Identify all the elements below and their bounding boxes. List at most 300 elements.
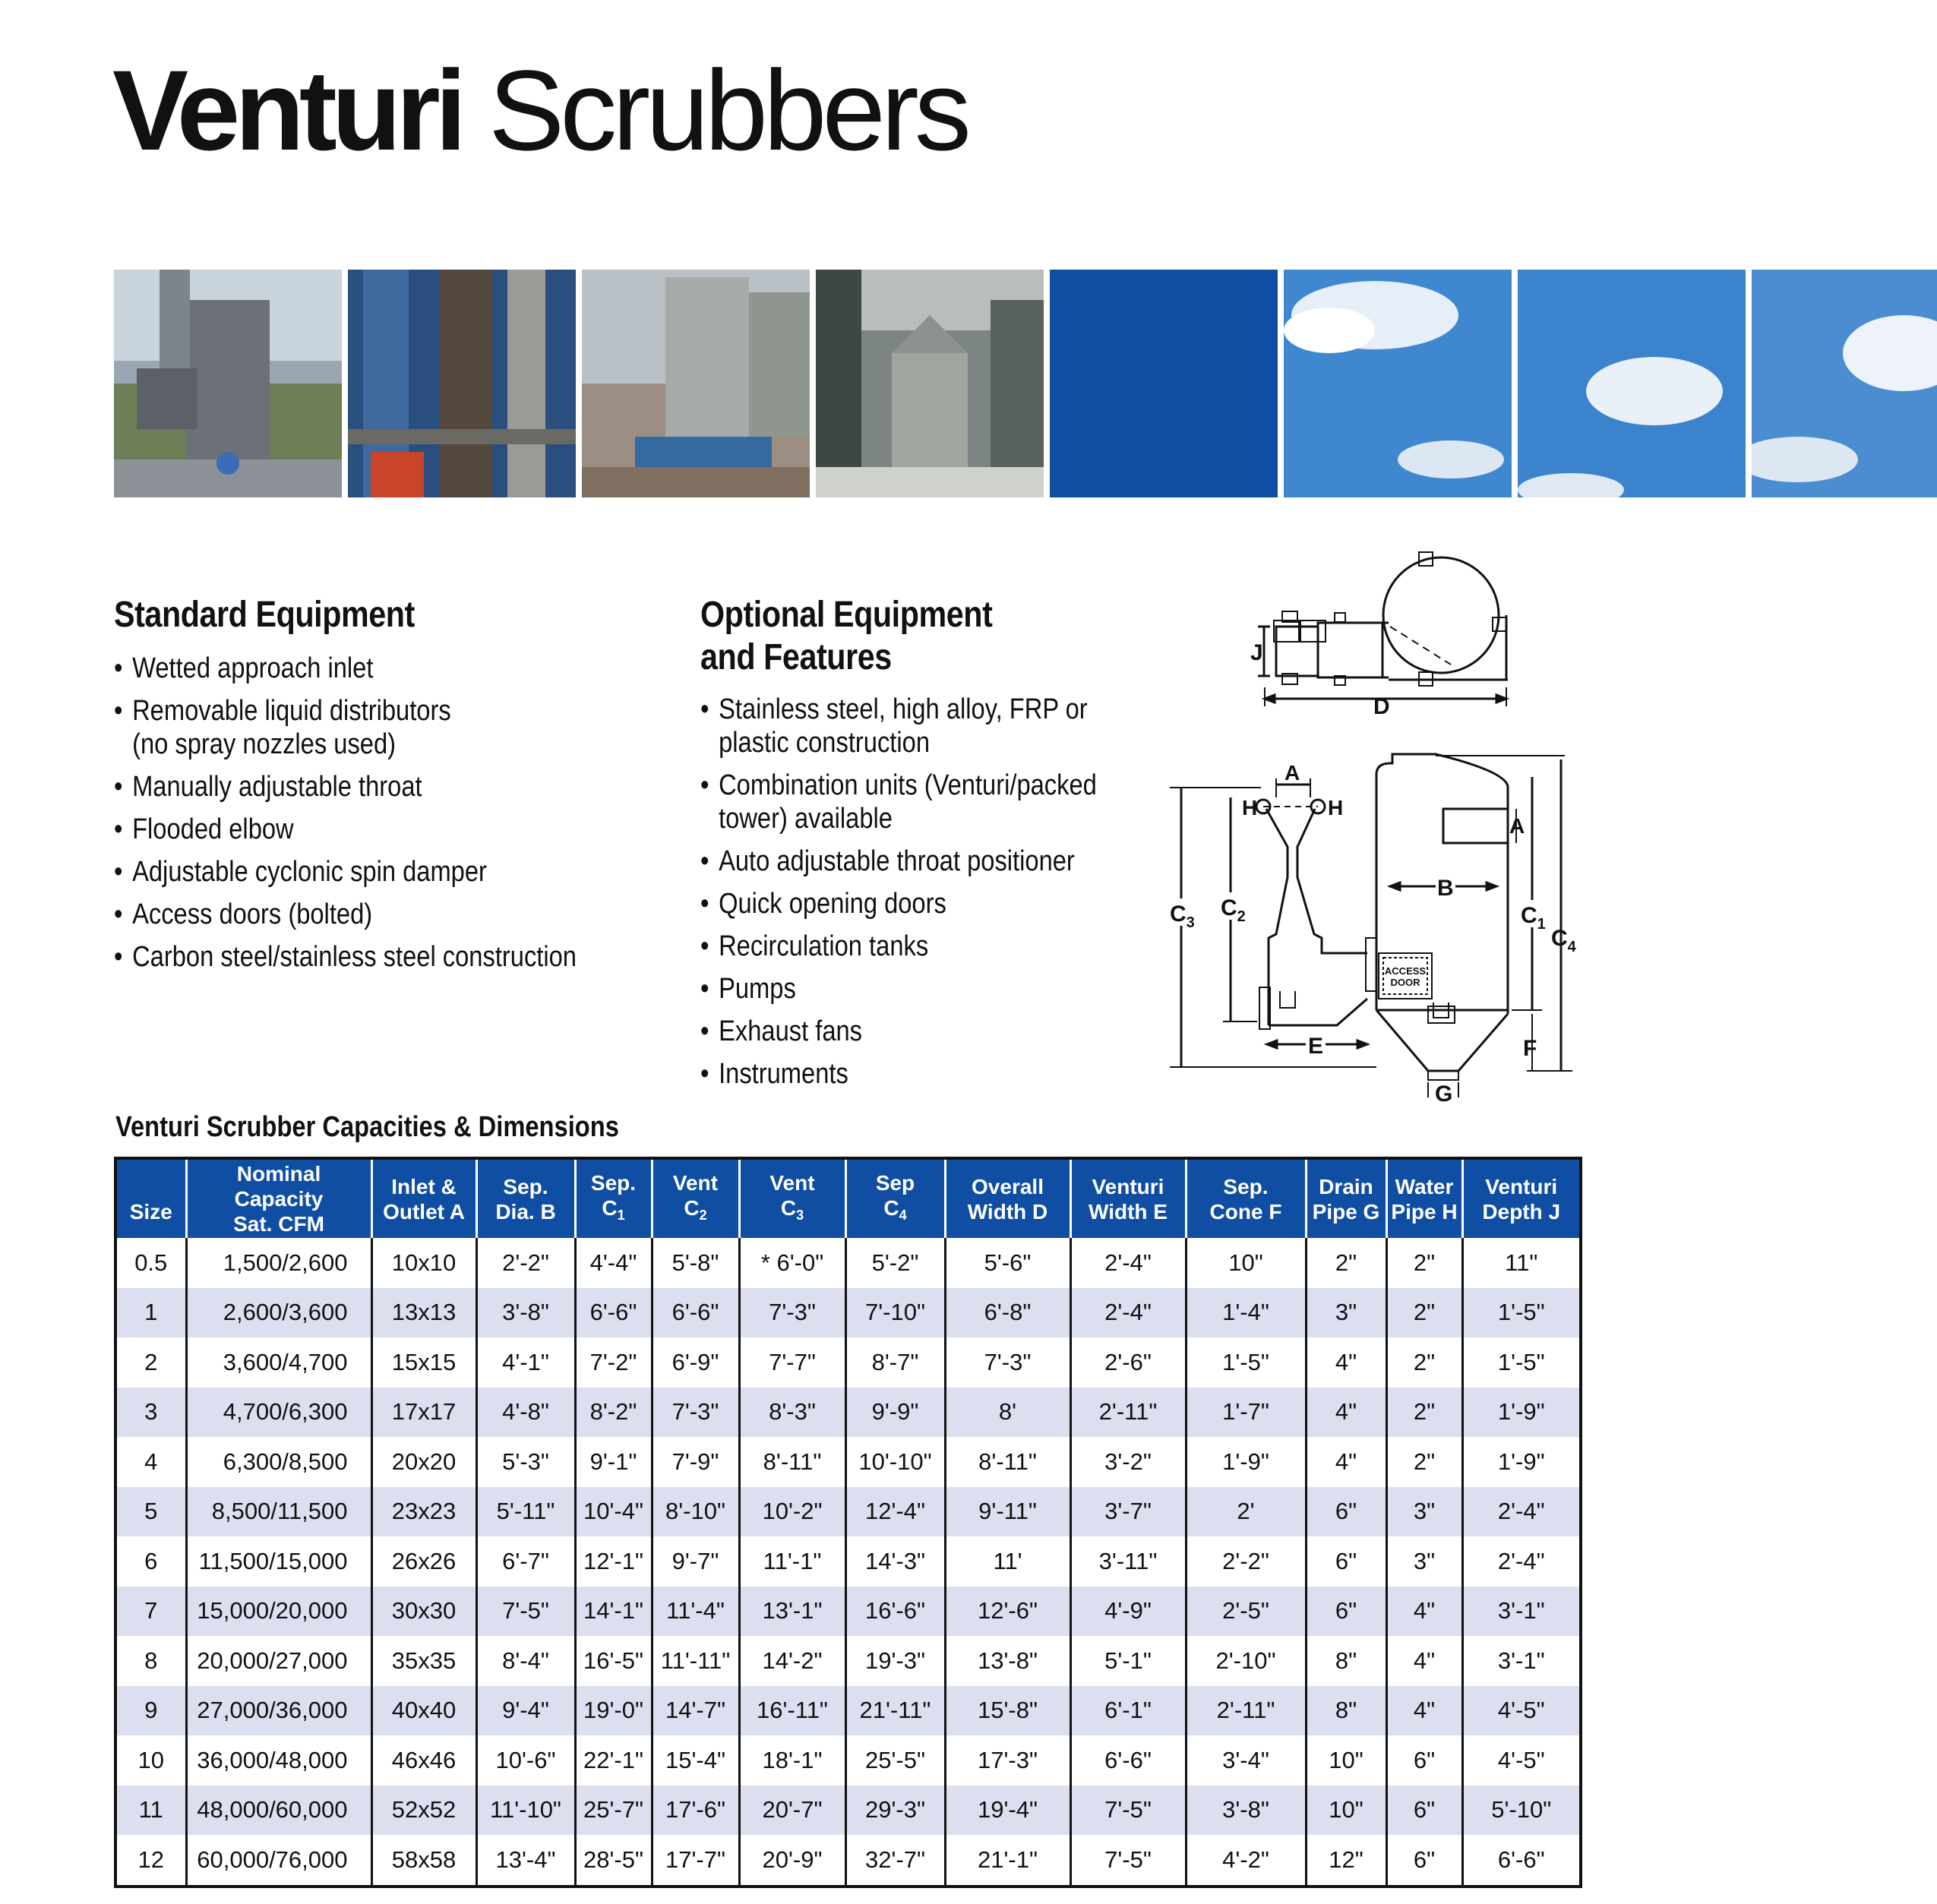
table-row [115, 1288, 1581, 1338]
capacities-table [114, 1157, 1582, 1888]
col-venturi-width-line1: Venturi [1092, 1174, 1164, 1198]
standard-equipment-heading: Standard Equipment [114, 595, 415, 635]
table-cell: 21'-1" [945, 1835, 1070, 1887]
table-cell: 15'-4" [652, 1735, 739, 1786]
table-cell: 4'-5" [1462, 1686, 1581, 1736]
table-row [115, 1337, 1581, 1388]
table-cell: 13x13 [371, 1288, 476, 1338]
standard-equipment-list [114, 652, 577, 983]
table-cell: 4" [1386, 1636, 1462, 1686]
table-cell: 1'-4" [1186, 1288, 1306, 1338]
table-cell: 5'-2" [845, 1238, 945, 1288]
table-cell: 2'-2" [476, 1238, 575, 1288]
table-cell: 4" [1386, 1686, 1462, 1736]
page-title [112, 46, 967, 174]
table-cell: 5'-8" [652, 1238, 739, 1288]
col-inlet-outlet [371, 1158, 476, 1238]
table-cell: 12'-6" [945, 1587, 1070, 1637]
sky-photo [1752, 270, 1937, 497]
title-bold: Venturi [112, 46, 462, 174]
col-drain-pipe [1306, 1158, 1386, 1238]
table-cell: 19'-4" [945, 1786, 1070, 1836]
table-cell: 1'-9" [1462, 1388, 1581, 1438]
table-cell: 10" [1306, 1735, 1386, 1786]
table-cell: 3'-11" [1070, 1536, 1186, 1587]
sky-photo [1284, 270, 1512, 497]
table-cell: 13'-8" [945, 1636, 1070, 1686]
table-cell: 12" [1306, 1835, 1386, 1887]
list-item: • Auto adjustable throat positioner [700, 845, 1097, 878]
table-row [115, 1487, 1581, 1537]
table-cell: 26x26 [371, 1536, 476, 1587]
table-cell: 21'-11" [845, 1686, 945, 1736]
table-cell: 2'-2" [1186, 1536, 1306, 1587]
table-cell: 10 [137, 1746, 164, 1773]
table-body [115, 1238, 1581, 1887]
col-inlet-line2: Outlet A [383, 1199, 465, 1224]
table-cell: 1 [115, 1288, 186, 1338]
table-cell: 5'-10" [1462, 1786, 1581, 1836]
table-cell: 35x35 [371, 1636, 476, 1686]
optional-equipment-list [700, 693, 1097, 1100]
list-item: • Combination units (Venturi/packed tower) available [700, 769, 1097, 835]
col-sep-dia-line1: Sep. [503, 1174, 548, 1198]
col-nominal-capacity-line1: Nominal Capacity [234, 1162, 324, 1211]
table-row [115, 1835, 1581, 1887]
table-cell: 8,500/11,500 [186, 1487, 371, 1537]
table-cell: 6'-8" [945, 1288, 1070, 1338]
table-cell: 10" [1186, 1238, 1306, 1288]
table-cell: 6" [1306, 1587, 1386, 1637]
table-cell: 7'-5" [476, 1587, 575, 1637]
table-cell: 0.5 [134, 1249, 168, 1276]
table-cell: 2'-11" [1186, 1686, 1306, 1736]
col-vent-c2 [652, 1158, 739, 1238]
table-cell: 17'-3" [945, 1735, 1070, 1786]
table-cell: 8 [144, 1647, 158, 1674]
table-cell: 8' [945, 1388, 1070, 1438]
label-C2-letter: C [1221, 895, 1237, 920]
table-cell: 12'-1" [575, 1536, 652, 1587]
table-cell: 7'-10" [845, 1288, 945, 1338]
list-item: • Flooded elbow [114, 813, 577, 846]
table-cell: 2'-4" [1070, 1288, 1186, 1338]
table-cell: 6" [1386, 1786, 1462, 1836]
table-cell: 22'-1" [575, 1735, 652, 1786]
col-size [115, 1158, 186, 1238]
col-venturi-width-line2: Width E [1089, 1199, 1168, 1224]
table-cell: 17'-6" [652, 1786, 739, 1836]
table-cell: 4" [1306, 1388, 1386, 1438]
col-venturi-depth-line1: Venturi [1485, 1174, 1558, 1198]
table-cell: 6'-7" [476, 1536, 575, 1587]
table-cell: 11'-1" [739, 1536, 845, 1587]
table-cell: 2'-11" [1070, 1388, 1186, 1438]
col-sep-dia [476, 1158, 575, 1238]
table-cell: 8'-3" [739, 1388, 845, 1438]
col-venturi-width [1070, 1158, 1186, 1238]
table-cell: 19'-0" [575, 1686, 652, 1736]
label-C4-sub: 4 [1567, 939, 1576, 955]
col-sep-cone-line2: Cone F [1209, 1199, 1282, 1224]
table-cell: 28'-5" [575, 1835, 652, 1887]
label-C3-sub: 3 [1186, 914, 1195, 931]
col-sep-cone [1186, 1158, 1306, 1238]
table-cell: 4 [144, 1448, 158, 1475]
table-cell: 8'-11" [739, 1437, 845, 1487]
table-cell: 6" [1386, 1735, 1462, 1786]
table-cell: 1'-5" [1462, 1337, 1581, 1388]
label-E: E [1308, 1034, 1324, 1059]
scrubber-dimension-diagram [1162, 543, 1588, 1109]
optional-heading-line1: Optional Equipment [700, 595, 993, 635]
table-cell: 14'-7" [652, 1686, 739, 1736]
col-sep-c4-line1: Sep [875, 1170, 915, 1195]
table-cell: 15,000/20,000 [186, 1587, 371, 1637]
label-C4 [1551, 926, 1577, 955]
table-cell: 40x40 [371, 1686, 476, 1736]
col-overall-width-line1: Overall [972, 1174, 1044, 1198]
col-vent-c3-line1: Vent [769, 1170, 815, 1195]
table-cell: 7'-7" [739, 1337, 845, 1388]
table-cell: 6" [1306, 1487, 1386, 1537]
table-cell: 2'-4" [1462, 1536, 1581, 1587]
table-cell: 9'-11" [945, 1487, 1070, 1537]
table-cell: 1'-7" [1186, 1388, 1306, 1438]
label-C1-letter: C [1521, 903, 1537, 928]
list-item: • Removable liquid distributors (no spray nozzles used) [114, 694, 577, 761]
table-cell: 1'-9" [1462, 1437, 1581, 1487]
table-cell: 17'-7" [652, 1835, 739, 1887]
col-sep-cone-line1: Sep. [1223, 1174, 1269, 1198]
col-venturi-depth-line2: Depth J [1482, 1199, 1561, 1224]
table-cell: 2' [1186, 1487, 1306, 1537]
col-vent-c3-sub: 3 [796, 1207, 804, 1223]
table-cell: 20'-7" [739, 1786, 845, 1836]
col-size-label: Size [129, 1199, 172, 1224]
col-vent-c2-line2: C [684, 1195, 700, 1220]
table-cell: 5'-11" [476, 1487, 575, 1537]
table-cell: 9'-7" [652, 1536, 739, 1587]
label-B: B [1437, 876, 1454, 901]
sky-photo [1518, 270, 1746, 497]
table-cell: 6" [1306, 1536, 1386, 1587]
table-cell: 6,300/8,500 [186, 1437, 371, 1487]
table-cell: 20'-9" [739, 1835, 845, 1887]
list-item: • Manually adjustable throat [114, 770, 577, 804]
table-cell: 7'-9" [652, 1437, 739, 1487]
table-cell: 1'-9" [1186, 1437, 1306, 1487]
table-cell: 11 [115, 1786, 186, 1836]
table-cell: * 6'-0" [739, 1238, 845, 1288]
table-cell: 7'-5" [1070, 1835, 1186, 1887]
col-sep-c1-line1: Sep. [590, 1170, 637, 1195]
scrubber-plant-photo [816, 270, 1044, 497]
table-cell: 2" [1386, 1238, 1462, 1288]
table-cell: 4,700/6,300 [186, 1388, 371, 1438]
table-cell: 10'-10" [845, 1437, 945, 1487]
table-cell: 3'-8" [1186, 1786, 1306, 1836]
table-cell: 7'-3" [945, 1337, 1070, 1388]
label-A-venturi: A [1284, 761, 1300, 785]
col-drain-line2: Pipe G [1312, 1199, 1380, 1224]
label-H-right: H [1328, 796, 1344, 819]
table-cell: 16'-11" [739, 1686, 845, 1736]
table-cell: 60,000/76,000 [186, 1835, 371, 1887]
table-cell: 5'-1" [1070, 1636, 1186, 1686]
blue-panel [1050, 270, 1278, 497]
table-cell: 4" [1306, 1337, 1386, 1388]
table-row [115, 1786, 1581, 1836]
col-drain-line1: Drain [1319, 1174, 1373, 1198]
access-door-line2: DOOR [1390, 977, 1420, 988]
table-cell: 17x17 [371, 1388, 476, 1438]
table-row [115, 1536, 1581, 1587]
col-sep-c1-line2: C [602, 1195, 618, 1220]
table-caption: Venturi Scrubber Capacities & Dimensions [115, 1111, 619, 1143]
table-cell: 13'-1" [739, 1587, 845, 1637]
col-sep-c1-sub: 1 [617, 1207, 625, 1223]
table-cell: 7'-2" [575, 1337, 652, 1388]
col-vent-c3 [739, 1158, 845, 1238]
table-cell: 2" [1386, 1337, 1462, 1388]
label-C1-sub: 1 [1537, 916, 1546, 933]
table-cell: 6'-9" [652, 1337, 739, 1388]
table-cell: 15'-8" [945, 1686, 1070, 1736]
table-cell: 3" [1306, 1288, 1386, 1338]
table-cell: 3'-8" [476, 1288, 575, 1338]
label-C4-letter: C [1551, 926, 1568, 951]
table-cell: 3'-7" [1070, 1487, 1186, 1537]
table-cell: 4'-4" [575, 1238, 652, 1288]
list-item: • Pumps [700, 972, 1097, 1006]
optional-heading-line2: and Features [700, 637, 892, 677]
col-sep-c4-sub: 4 [899, 1207, 907, 1223]
list-item: • Access doors (bolted) [114, 898, 577, 931]
table-cell: 2" [1386, 1288, 1462, 1338]
table-cell: 3,600/4,700 [186, 1337, 371, 1388]
table-cell: 10x10 [371, 1238, 476, 1288]
table-cell: 6'-6" [575, 1288, 652, 1338]
table-cell: 14'-1" [575, 1587, 652, 1637]
col-overall-width [945, 1158, 1070, 1238]
photo-strip [114, 270, 1937, 497]
table-row [115, 1388, 1581, 1438]
table-cell: 9 [115, 1686, 186, 1736]
table-cell: 10'-6" [476, 1735, 575, 1786]
table-cell: 2'-10" [1186, 1636, 1306, 1686]
label-C2-sub: 2 [1237, 908, 1246, 925]
table-row [115, 1686, 1581, 1736]
table-cell: 4'-2" [1186, 1835, 1306, 1887]
label-A-separator: A [1509, 814, 1525, 838]
table-cell: 12'-4" [845, 1487, 945, 1537]
table-cell: 8'-2" [575, 1388, 652, 1438]
table-cell: 1,500/2,600 [186, 1238, 371, 1288]
table-cell: 11'-10" [476, 1786, 575, 1836]
col-sep-c4 [845, 1158, 945, 1238]
table-cell: 8'-7" [845, 1337, 945, 1388]
table-cell: 7'-3" [739, 1288, 845, 1338]
table-cell: 3'-4" [1186, 1735, 1306, 1786]
table-cell: 9'-4" [476, 1686, 575, 1736]
table-cell: 11,500/15,000 [186, 1536, 371, 1587]
table-cell: 27,000/36,000 [186, 1686, 371, 1736]
table-row [115, 1587, 1581, 1637]
list-item: • Carbon steel/stainless steel construction [114, 940, 577, 974]
table-cell: 15x15 [371, 1337, 476, 1388]
table-cell: 3" [1386, 1487, 1462, 1537]
table-cell: 4" [1386, 1587, 1462, 1637]
col-inlet-line1: Inlet & [391, 1174, 457, 1198]
col-nominal-capacity [186, 1158, 371, 1238]
table-cell: 10" [1306, 1786, 1386, 1836]
scrubber-tower-photo [582, 270, 810, 497]
table-cell: 2'-5" [1186, 1587, 1306, 1637]
col-sep-c1 [575, 1158, 652, 1238]
list-item: • Exhaust fans [700, 1015, 1097, 1048]
label-G: G [1435, 1081, 1453, 1107]
table-cell: 4'-8" [476, 1388, 575, 1438]
col-water-line2: Pipe H [1391, 1199, 1458, 1224]
col-nominal-capacity-line2: Sat. CFM [233, 1212, 324, 1236]
table-cell: 8'-10" [652, 1487, 739, 1537]
table-cell: 4'-1" [476, 1337, 575, 1388]
table-cell: 8" [1306, 1636, 1386, 1686]
table-cell: 30x30 [371, 1587, 476, 1637]
table-cell: 7 [115, 1587, 186, 1637]
label-C3-letter: C [1170, 901, 1187, 927]
table-cell: 1'-5" [1186, 1337, 1306, 1388]
label-H-left: H [1242, 796, 1258, 819]
table-cell: 10'-2" [739, 1487, 845, 1537]
col-overall-width-line2: Width D [967, 1199, 1048, 1224]
table-cell: 3 [115, 1388, 186, 1438]
table-cell: 6" [1386, 1835, 1462, 1887]
table-cell: 2'-4" [1462, 1487, 1581, 1537]
table-cell: 20x20 [371, 1437, 476, 1487]
table-cell: 6'-1" [1070, 1686, 1186, 1736]
table-cell: 2 [144, 1348, 158, 1375]
col-sep-c4-line2: C [883, 1195, 899, 1220]
table-cell: 36,000/48,000 [186, 1735, 371, 1786]
table-cell: 23x23 [371, 1487, 476, 1537]
table-cell: 11'-11" [652, 1636, 739, 1686]
label-D: D [1373, 694, 1390, 719]
label-F: F [1523, 1036, 1537, 1061]
list-item: • Recirculation tanks [700, 930, 1097, 963]
table-cell: 7'-3" [652, 1388, 739, 1438]
list-item: • Wetted approach inlet [114, 652, 577, 685]
optional-equipment-heading [700, 594, 992, 679]
table-cell: 3'-2" [1070, 1437, 1186, 1487]
table-cell: 2'-4" [1070, 1238, 1186, 1288]
table-cell: 12 [137, 1846, 164, 1873]
ductwork-photo [348, 270, 576, 497]
table-row [115, 1238, 1581, 1288]
table-cell: 6'-6" [1070, 1735, 1186, 1786]
table-cell: 10'-4" [575, 1487, 652, 1537]
access-door-line1: ACCESS [1384, 965, 1427, 977]
table-cell: 11'-4" [652, 1587, 739, 1637]
table-cell: 25'-7" [575, 1786, 652, 1836]
table-cell: 2'-6" [1070, 1337, 1186, 1388]
table-cell: 7'-5" [1070, 1786, 1186, 1836]
table-cell: 5 [115, 1487, 186, 1537]
top-view [1250, 552, 1508, 719]
col-venturi-depth [1462, 1158, 1581, 1238]
table-cell: 8'-4" [476, 1636, 575, 1686]
table-cell: 2" [1306, 1238, 1386, 1288]
table-cell: 32'-7" [845, 1835, 945, 1887]
table-cell: 16'-5" [575, 1636, 652, 1686]
table-row [115, 1636, 1581, 1686]
col-water-line1: Water [1395, 1174, 1454, 1198]
table-cell: 29'-3" [845, 1786, 945, 1836]
table-cell: 19'-3" [845, 1636, 945, 1686]
table-cell: 8" [1306, 1686, 1386, 1736]
table-cell: 18'-1" [739, 1735, 845, 1786]
table-cell: 9'-9" [845, 1388, 945, 1438]
table-cell: 13'-4" [476, 1835, 575, 1887]
table-cell: 16'-6" [845, 1587, 945, 1637]
table-cell: 25'-5" [845, 1735, 945, 1786]
table-cell: 52x52 [371, 1786, 476, 1836]
table-cell: 2" [1386, 1388, 1462, 1438]
title-light: Scrubbers [488, 46, 967, 174]
table-cell: 4'-9" [1070, 1587, 1186, 1637]
table-cell: 3'-1" [1462, 1587, 1581, 1637]
table-cell: 46x46 [371, 1735, 476, 1786]
table-cell: 5'-6" [945, 1238, 1070, 1288]
scrubber-photo [114, 270, 342, 497]
col-vent-c3-line2: C [780, 1195, 797, 1220]
table-cell: 6'-6" [1462, 1835, 1581, 1887]
table-cell: 8'-11" [945, 1437, 1070, 1487]
table-cell: 11' [945, 1536, 1070, 1587]
table-row [115, 1437, 1581, 1487]
col-sep-dia-line2: Dia. B [495, 1199, 556, 1224]
table-cell: 2,600/3,600 [186, 1288, 371, 1338]
label-J: J [1250, 640, 1263, 665]
list-item: • Stainless steel, high alloy, FRP or plastic construction [700, 693, 1097, 759]
list-item: • Adjustable cyclonic spin damper [114, 855, 577, 889]
list-item: • Instruments [700, 1057, 1097, 1091]
col-vent-c2-sub: 2 [699, 1207, 707, 1223]
table-cell: 6'-6" [652, 1288, 739, 1338]
table-cell: 58x58 [371, 1835, 476, 1887]
table-cell: 1'-5" [1462, 1288, 1581, 1338]
table-row [115, 1735, 1581, 1786]
table-cell: 5'-3" [476, 1437, 575, 1487]
table-cell: 14'-2" [739, 1636, 845, 1686]
list-item: • Quick opening doors [700, 887, 1097, 920]
table-cell: 20,000/27,000 [186, 1636, 371, 1686]
table-cell: 9'-1" [575, 1437, 652, 1487]
table-cell: 4" [1306, 1437, 1386, 1487]
side-view [1170, 754, 1577, 1107]
col-water-pipe [1386, 1158, 1462, 1238]
table-cell: 3'-1" [1462, 1636, 1581, 1686]
col-vent-c2-line1: Vent [672, 1170, 719, 1195]
table-cell: 3" [1386, 1536, 1462, 1587]
table-cell: 48,000/60,000 [186, 1786, 371, 1836]
table-cell: 14'-3" [845, 1536, 945, 1587]
table-header-row [115, 1158, 1581, 1238]
table-cell: 4'-5" [1462, 1735, 1581, 1786]
table-cell: 11" [1462, 1238, 1581, 1288]
table-cell: 6 [144, 1547, 158, 1574]
